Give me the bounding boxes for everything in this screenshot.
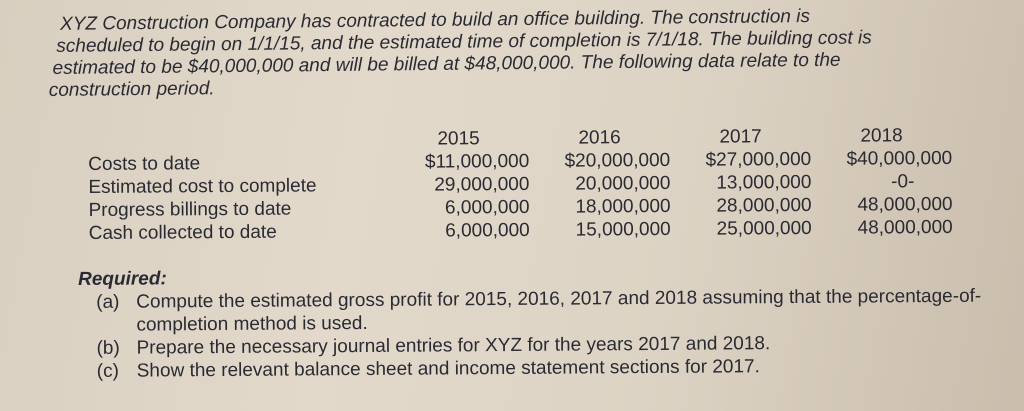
table-cell: 48,000,000 xyxy=(857,193,953,216)
required-section xyxy=(78,262,1009,383)
table-cell: $40,000,000 xyxy=(846,147,953,170)
table-cell: 28,000,000 xyxy=(716,194,812,217)
required-item-letter: (a) xyxy=(96,291,120,313)
required-item-a xyxy=(78,285,1008,337)
table-cell: 6,000,000 xyxy=(444,196,530,219)
table-cell: 6,000,000 xyxy=(445,219,530,242)
table-cell: 20,000,000 xyxy=(575,172,671,195)
table-cell: $20,000,000 xyxy=(564,149,671,172)
row-label: Estimated cost to complete xyxy=(88,175,317,198)
row-label: Progress billings to date xyxy=(88,198,292,221)
required-title: Required: xyxy=(78,268,167,290)
table-cell: $27,000,000 xyxy=(705,148,812,171)
required-item-text: Show the relevant balance sheet and income statement sections for 2017. xyxy=(136,356,760,382)
header-label-spacer xyxy=(88,128,388,153)
table-cell: $11,000,000 xyxy=(424,150,530,173)
intro-line: estimated to be $40,000,000 and will be billed at $48,000,000. The following data relate to the xyxy=(52,49,841,79)
year-header: 2016 xyxy=(578,127,621,149)
year-header: 2015 xyxy=(437,128,480,150)
table-cell: 25,000,000 xyxy=(716,217,812,240)
intro-line: scheduled to begin on 1/1/15, and the estimated time of completion is 7/1/18. The building cost is xyxy=(56,27,872,57)
row-label: Cash collected to date xyxy=(88,221,277,244)
row-label: Costs to date xyxy=(88,153,201,175)
year-header: 2017 xyxy=(719,126,762,148)
table-row xyxy=(89,216,953,245)
table-cell: 29,000,000 xyxy=(434,173,530,196)
table-cell: 13,000,000 xyxy=(716,171,812,194)
construction-data-table xyxy=(88,124,953,245)
year-header: 2018 xyxy=(860,125,903,147)
required-item-letter: (c) xyxy=(96,360,119,382)
required-item-letter: (b) xyxy=(96,337,120,359)
table-cell: 15,000,000 xyxy=(575,218,671,241)
table-cell: 48,000,000 xyxy=(857,216,953,239)
intro-line: XYZ Construction Company has contracted to build an office building. The construction is xyxy=(59,6,811,35)
problem-intro xyxy=(48,4,989,102)
required-item-text: Compute the estimated gross profit for 2015, 2016, 2017 and 2018 assuming that the percentage-of-completion method is used. xyxy=(136,285,982,336)
required-item-text: Prepare the necessary journal entries for XYZ for the years 2017 and 2018. xyxy=(136,333,771,359)
intro-line: construction period. xyxy=(48,78,215,101)
table-cell: -0- xyxy=(891,171,915,193)
table-cell: 18,000,000 xyxy=(575,195,671,218)
